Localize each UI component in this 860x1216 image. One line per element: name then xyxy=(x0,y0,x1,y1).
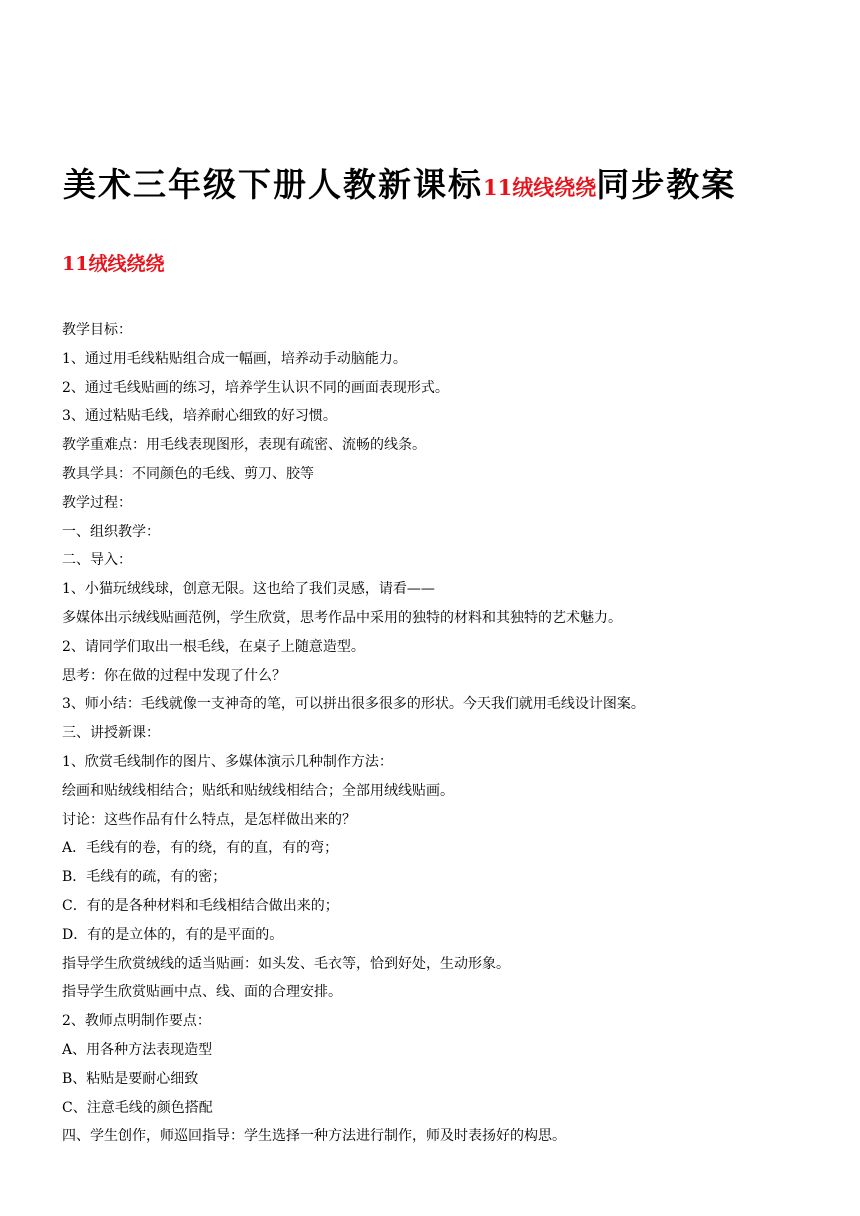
title-lesson: 11绒线绕绕 xyxy=(483,175,597,200)
section-new-lesson: 三、讲授新课： xyxy=(62,725,160,742)
paragraph-objective-2: 2、通过毛线贴画的练习，培养学生认识不同的画面表现形式。 xyxy=(62,379,449,396)
list-item-d: D．有的是立体的，有的是平面的。 xyxy=(62,926,284,943)
paragraph-intro-1: 1、小猫玩绒线球，创意无限。这也给了我们灵感，请看—— xyxy=(62,581,435,598)
list-item-a: A．毛线有的卷，有的绕，有的直，有的弯； xyxy=(62,840,339,857)
section-student-creation: 四、学生创作，师巡回指导：学生选择一种方法进行制作，师及时表扬好的构思。 xyxy=(62,1128,566,1145)
paragraph-objective-3: 3、通过粘贴毛线，培养耐心细致的好习惯。 xyxy=(62,408,337,425)
step-item-a: A、用各种方法表现造型 xyxy=(62,1041,213,1058)
section-introduction: 二、导入： xyxy=(62,552,132,569)
paragraph-intro-3: 3、师小结：毛线就像一支神奇的笔，可以拼出很多很多的形状。今天我们就用毛线设计图案。 xyxy=(62,696,645,713)
page-title xyxy=(63,162,736,211)
list-item-b: B．毛线有的疏，有的密； xyxy=(62,869,227,886)
paragraph-process-heading: 教学过程： xyxy=(62,494,132,511)
lesson-body xyxy=(62,316,842,1151)
paragraph-discussion: 讨论：这些作品有什么特点，是怎样做出来的？ xyxy=(62,811,356,828)
section-organize: 一、组织教学： xyxy=(62,523,160,540)
list-item-c: C．有的是各种材料和毛线相结合做出来的； xyxy=(62,897,339,914)
paragraph-objectives-heading: 教学目标： xyxy=(62,322,132,338)
paragraph-key-points: 教学重难点：用毛线表现图形，表现有疏密、流畅的线条。 xyxy=(62,437,426,454)
step-item-b: B、粘贴是要耐心细致 xyxy=(62,1070,199,1087)
paragraph-materials: 教具学具：不同颜色的毛线、剪刀、胶等 xyxy=(62,465,314,482)
paragraph-intro-media: 多媒体出示绒线贴画范例，学生欣赏，思考作品中采用的独特的材料和其独特的艺术魅力。 xyxy=(62,609,622,626)
paragraph-guide-1: 指导学生欣赏绒线的适当贴画：如头发、毛衣等，恰到好处，生动形象。 xyxy=(62,955,510,972)
paragraph-think: 思考：你在做的过程中发现了什么？ xyxy=(62,667,286,684)
step-item-c: C、注意毛线的颜色搭配 xyxy=(62,1099,213,1116)
paragraph-lesson-1: 1、欣赏毛线制作的图片、多媒体演示几种制作方法： xyxy=(62,753,393,770)
paragraph-methods: 绘画和贴绒线相结合；贴纸和贴绒线相结合；全部用绒线贴画。 xyxy=(62,782,454,799)
title-main: 美术三年级下册人教新课标 xyxy=(63,165,483,204)
lesson-heading: 11绒线绕绕 xyxy=(62,253,165,275)
title-suffix: 同步教案 xyxy=(596,165,737,204)
paragraph-intro-2: 2、请同学们取出一根毛线，在桌子上随意造型。 xyxy=(62,638,365,655)
paragraph-key-steps: 2、教师点明制作要点： xyxy=(62,1013,211,1030)
paragraph-guide-2: 指导学生欣赏贴画中点、线、面的合理安排。 xyxy=(62,984,342,1001)
paragraph-objective-1: 1、通过用毛线粘贴组合成一幅画，培养动手动脑能力。 xyxy=(62,350,407,367)
